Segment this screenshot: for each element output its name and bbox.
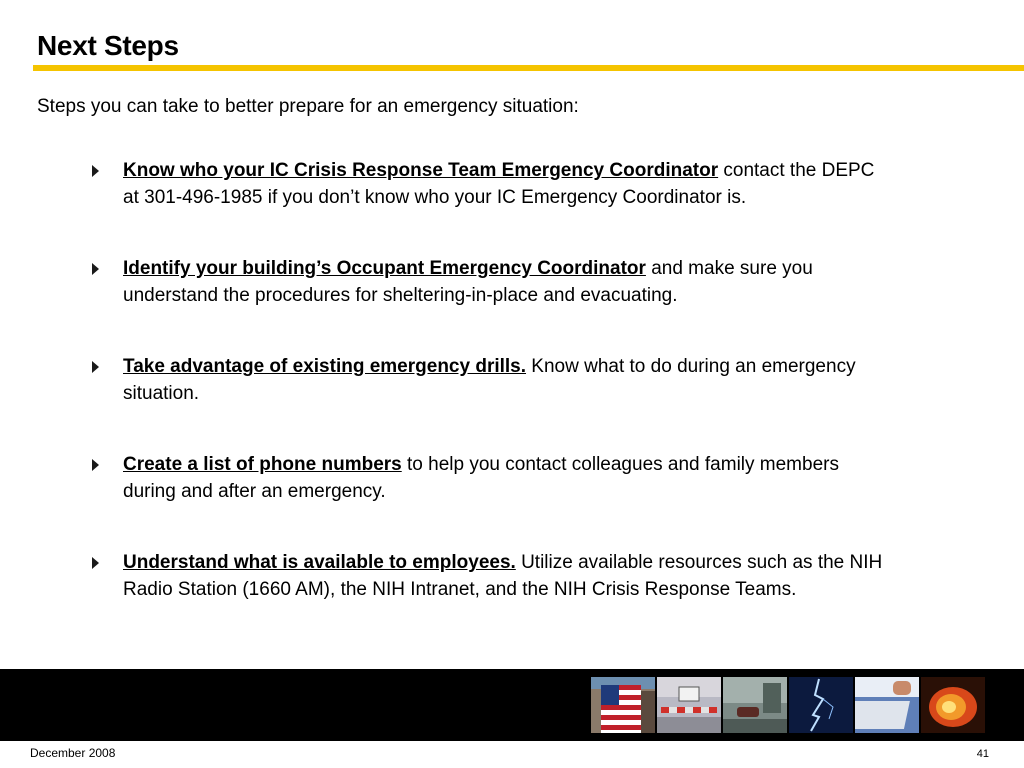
computer-keyboard-photo — [855, 677, 919, 733]
lightning-photo — [789, 677, 853, 733]
step-lead: Take advantage of existing emergency drills. — [123, 356, 527, 377]
triangle-bullet-icon — [92, 459, 99, 471]
list-item — [90, 353, 890, 407]
triangle-bullet-icon — [92, 165, 99, 177]
step-lead: Identify your building’s Occupant Emergency Coordinator — [123, 258, 646, 279]
page-number: 41 — [976, 748, 989, 760]
list-item — [90, 157, 890, 211]
american-flag-photo — [591, 677, 655, 733]
step-text: Utilize available resources such as the NIH Radio Station (1660 AM), the NIH Intranet, and the NIH Crisis Response Teams. — [123, 552, 883, 600]
step-text: to help you contact colleagues and family members during and after an emergency. — [123, 454, 839, 502]
fire-photo — [921, 677, 985, 733]
list-item — [90, 451, 890, 505]
triangle-bullet-icon — [92, 263, 99, 275]
footer-date: December 2008 — [30, 746, 116, 760]
title-underline — [33, 65, 1024, 71]
steps-list — [90, 157, 890, 603]
list-item — [90, 549, 890, 603]
step-lead: Create a list of phone numbers — [123, 454, 402, 475]
list-item — [90, 255, 890, 309]
step-lead: Know who your IC Crisis Response Team Emergency Coordinator — [123, 160, 719, 181]
triangle-bullet-icon — [92, 557, 99, 569]
photo-strip — [591, 677, 985, 733]
intro-text: Steps you can take to better prepare for an emergency situation: — [37, 96, 579, 117]
bridge-closed-photo — [657, 677, 721, 733]
step-text: and make sure you understand the procedures for sheltering-in-place and evacuating. — [123, 258, 813, 306]
page-title: Next Steps — [37, 30, 179, 61]
foggy-car-photo — [723, 677, 787, 733]
step-text: Know what to do during an emergency situation. — [123, 356, 856, 404]
triangle-bullet-icon — [92, 361, 99, 373]
step-text: contact the DEPC at 301-496-1985 if you don’t know who your IC Emergency Coordinator is. — [123, 160, 875, 208]
step-lead: Understand what is available to employees. — [123, 552, 516, 573]
